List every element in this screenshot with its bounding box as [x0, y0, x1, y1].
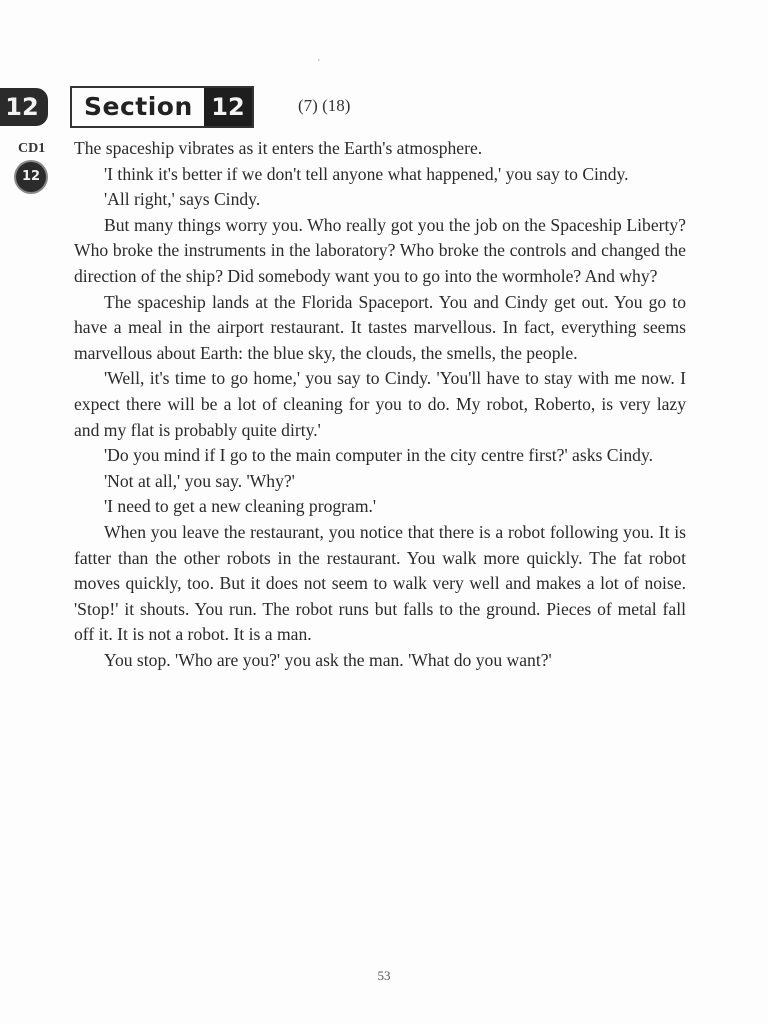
page-number: 53: [377, 968, 391, 983]
section-reference: (7) (18): [298, 96, 351, 115]
paragraph: 'I think it's better if we don't tell anyone what happened,' you say to Cindy.: [104, 163, 629, 184]
paragraph: 'All right,' says Cindy.: [104, 189, 261, 210]
paragraph: But many things worry you. Who really got you the job on the Spaceship Liberty? Who broke the instruments in the laboratory? Who broke the controls and changed the direction of the ship? Did somebody want you to go into the wormhole? And why?: [74, 214, 686, 286]
paragraph: 'I need to get a new cleaning program.': [104, 496, 377, 517]
paragraph: 'Do you mind if I go to the main computer in the city centre first?' asks Cindy.: [104, 445, 654, 466]
paragraph: When you leave the restaurant, you notice that there is a robot following you. It is fatter than the other robots in the restaurant. You walk more quickly. The fat robot moves quickly, too. But it does not seem to walk very well and makes a lot of noise. 'Stop!' it shouts. You run. The robot runs but falls to the ground. Pieces of metal fall off it. It is not a robot. It is a man.: [74, 521, 686, 645]
paragraph: The spaceship vibrates as it enters the Earth's atmosphere.: [74, 138, 483, 158]
paragraph: You stop. 'Who are you?' you ask the man. 'What do you want?': [104, 649, 552, 670]
cd-track-icon: 12: [16, 162, 46, 192]
story-text: [74, 136, 686, 673]
section-label: Section: [84, 92, 193, 121]
paragraph: The spaceship lands at the Florida Spaceport. You and Cindy get out. You go to have a meal in the airport restaurant. It tastes marvellous. In fact, everything seems marvellous about Earth: the blue sky, the clouds, the smells, the people.: [74, 291, 686, 363]
page-mark: ': [318, 58, 320, 69]
section-heading: [70, 86, 254, 128]
paragraph: 'Well, it's time to go home,' you say to Cindy. 'You'll have to stay with me now. I expect there will be a lot of cleaning for you to do. My robot, Roberto, is very lazy and my flat is probably quite dirty.': [74, 368, 686, 440]
cd-label: CD1: [18, 141, 46, 156]
chapter-tab-badge: 12: [0, 88, 48, 126]
paragraph: 'Not at all,' you say. 'Why?': [104, 470, 295, 491]
section-number: 12: [204, 88, 252, 126]
